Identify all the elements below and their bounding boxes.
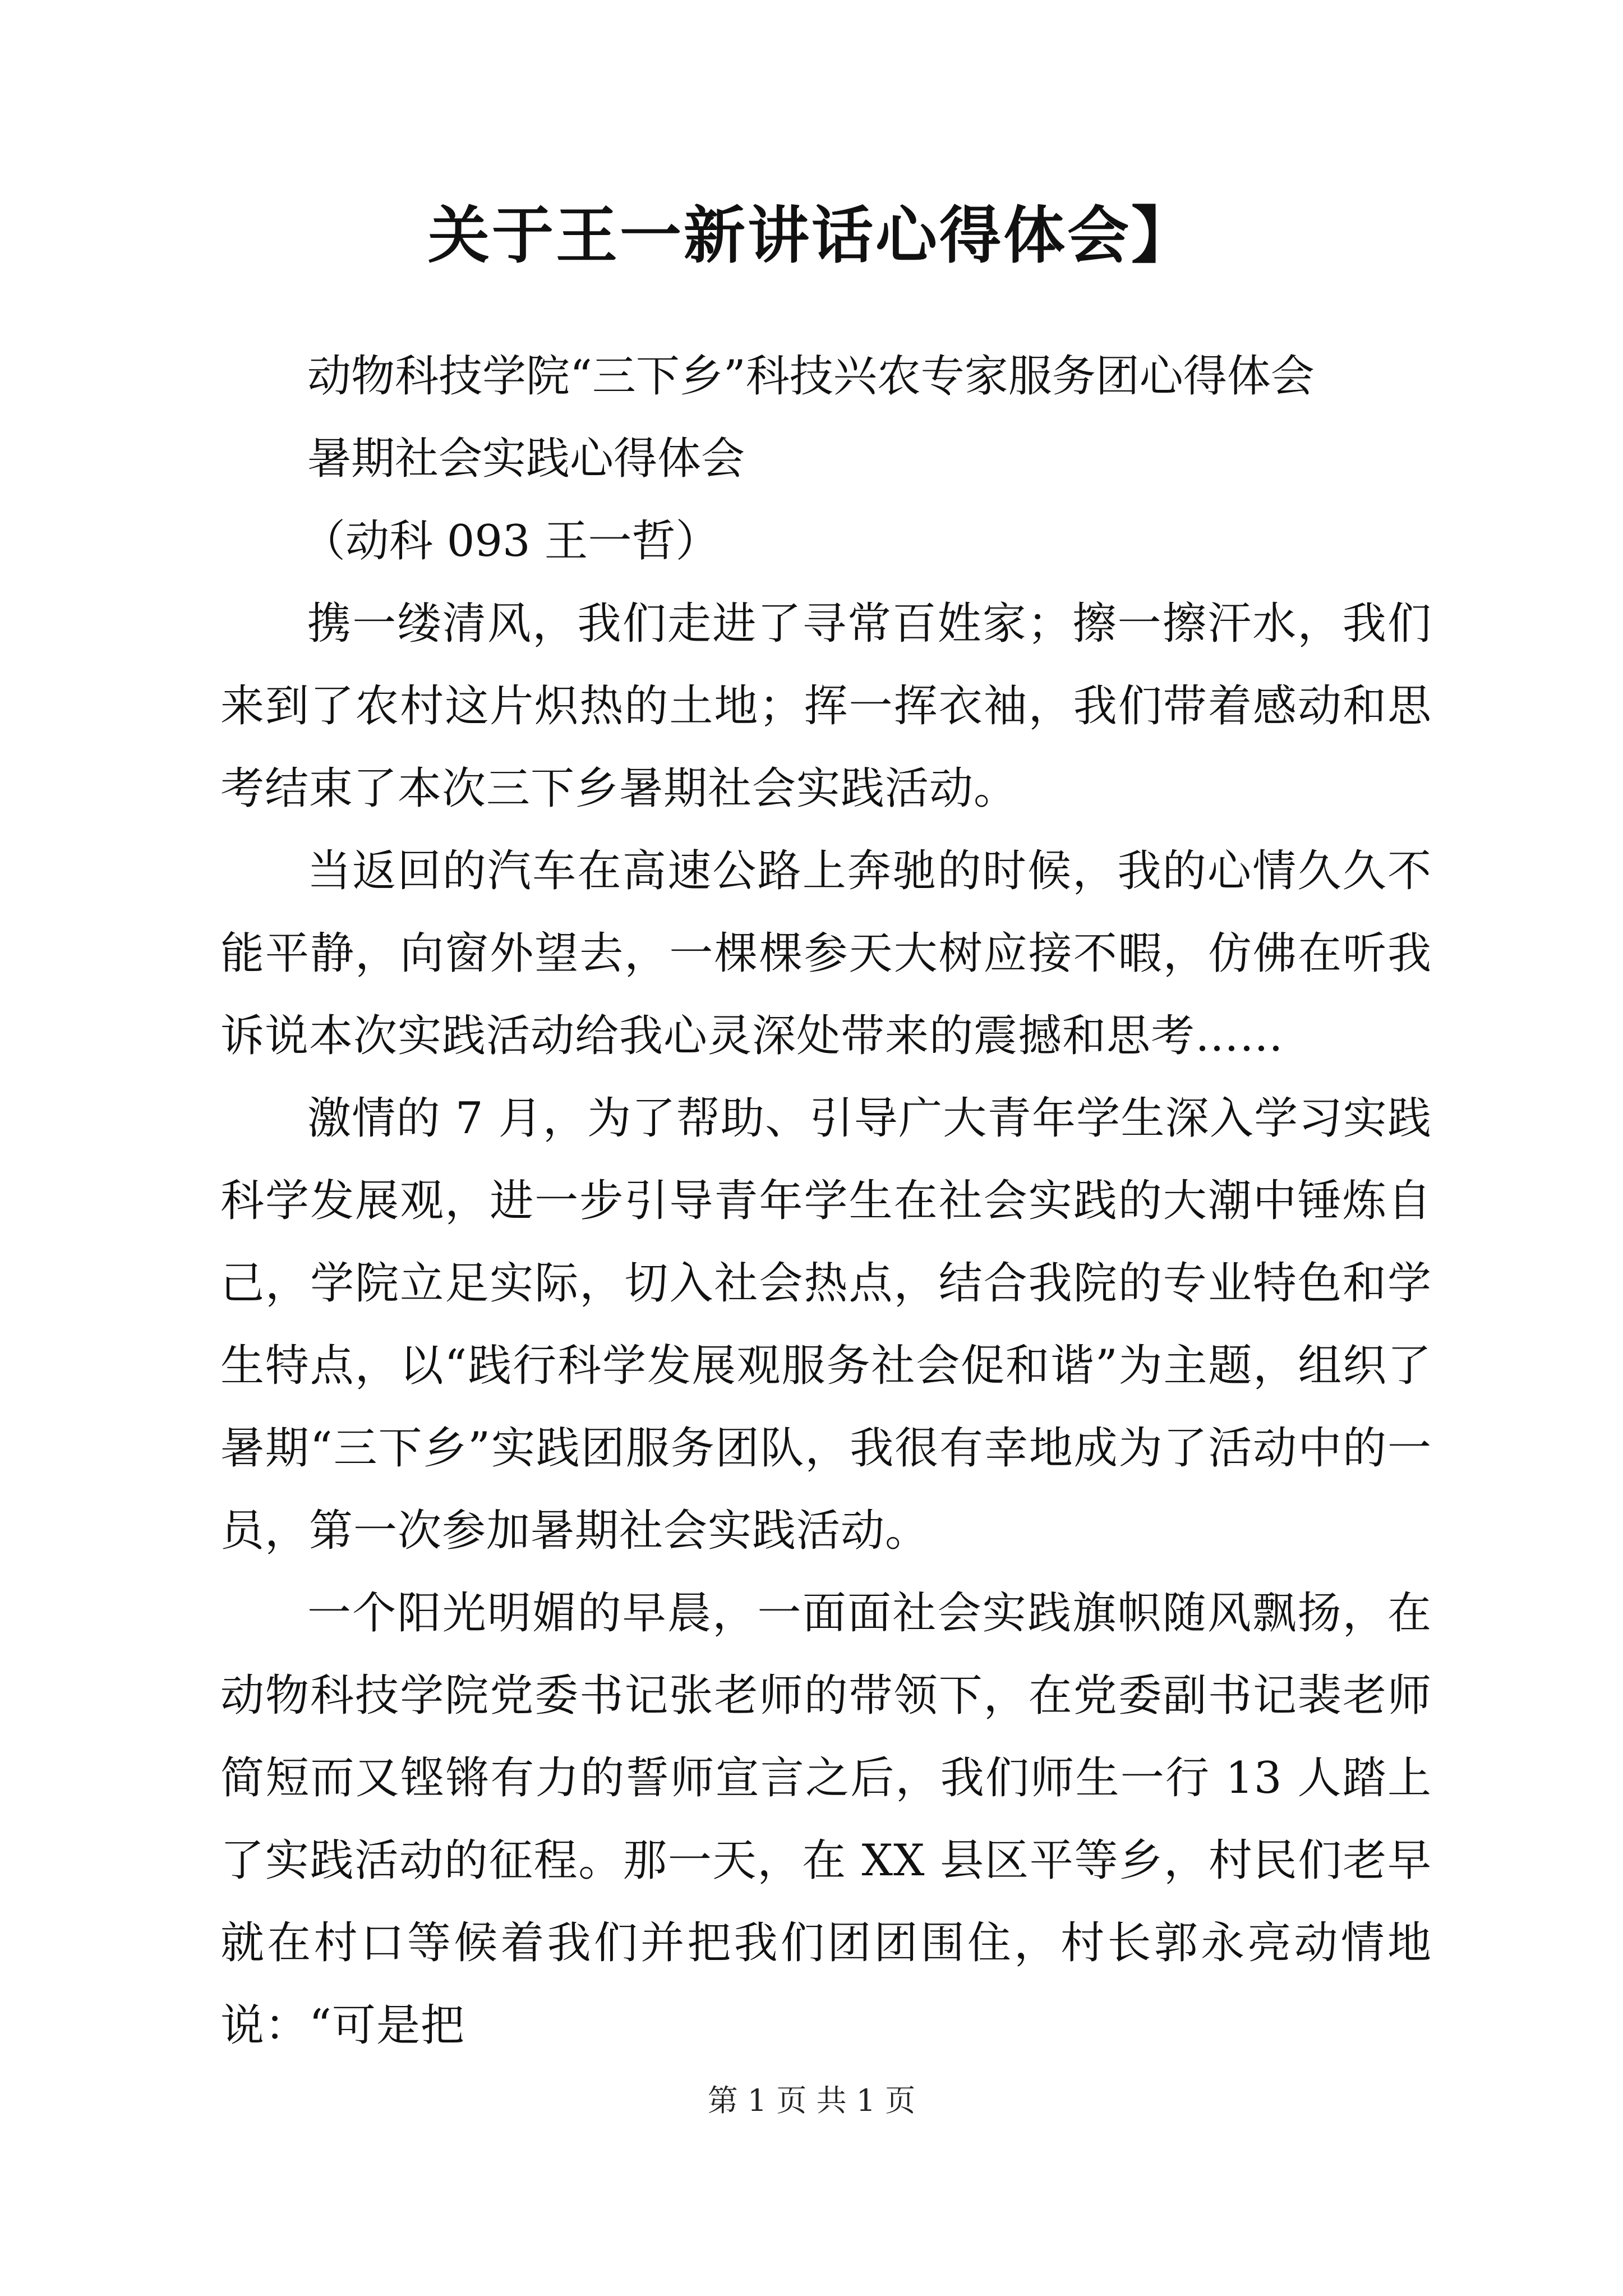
author-line: （动科 093 王一哲） [302,516,720,567]
paragraph: 当返回的汽车在高速公路上奔驰的时候，我的心情久久不能平静，向窗外望去，一棵棵参天大树应接不暇，仿佛在听我诉说本次实践活动给我心灵深处带来的震撼和思考…… [220,846,1432,1061]
document-title: 关于王一新讲话心得体会】 [428,199,1195,272]
page-footer: 第 1 页 共 1 页 [707,2083,916,2118]
paragraph: 激情的 7 月，为了帮助、引导广大青年学生深入学习实践科学发展观，进一步引导青年学生在社会实践的大潮中锤炼自己，学院立足实际，切入社会热点，结合我院的专业特色和学生特点，以“践行科学发展观服务社会促和谐”为主题，组织了暑期“三下乡”实践团服务团队，我很有幸地成为了活动中的一员，第一次参加暑期社会实践活动。 [220,1093,1432,1556]
paragraph: 一个阳光明媚的早晨，一面面社会实践旗帜随风飘扬，在动物科技学院党委书记张老师的带领下，在党委副书记裴老师简短而又铿锵有力的誓师宣言之后，我们师生一行 13 人踏上了实践活动的征程。那一天，在 XX 县区平等乡，村民们老早就在村口等候着我们并把我们团团围住，村长郭永亮动情地说：“可是把 [220,1588,1432,2051]
subtitle-line: 动物科技学院“三下乡”科技兴农专家服务团心得体会 [307,351,1315,402]
paragraph: 携一缕清风，我们走进了寻常百姓家；擦一擦汗水，我们来到了农村这片炽热的土地；挥一挥衣袖，我们带着感动和思考结束了本次三下乡暑期社会实践活动。 [220,599,1432,814]
document-body [220,335,1432,2067]
subtitle-line: 暑期社会实践心得体会 [307,434,745,484]
